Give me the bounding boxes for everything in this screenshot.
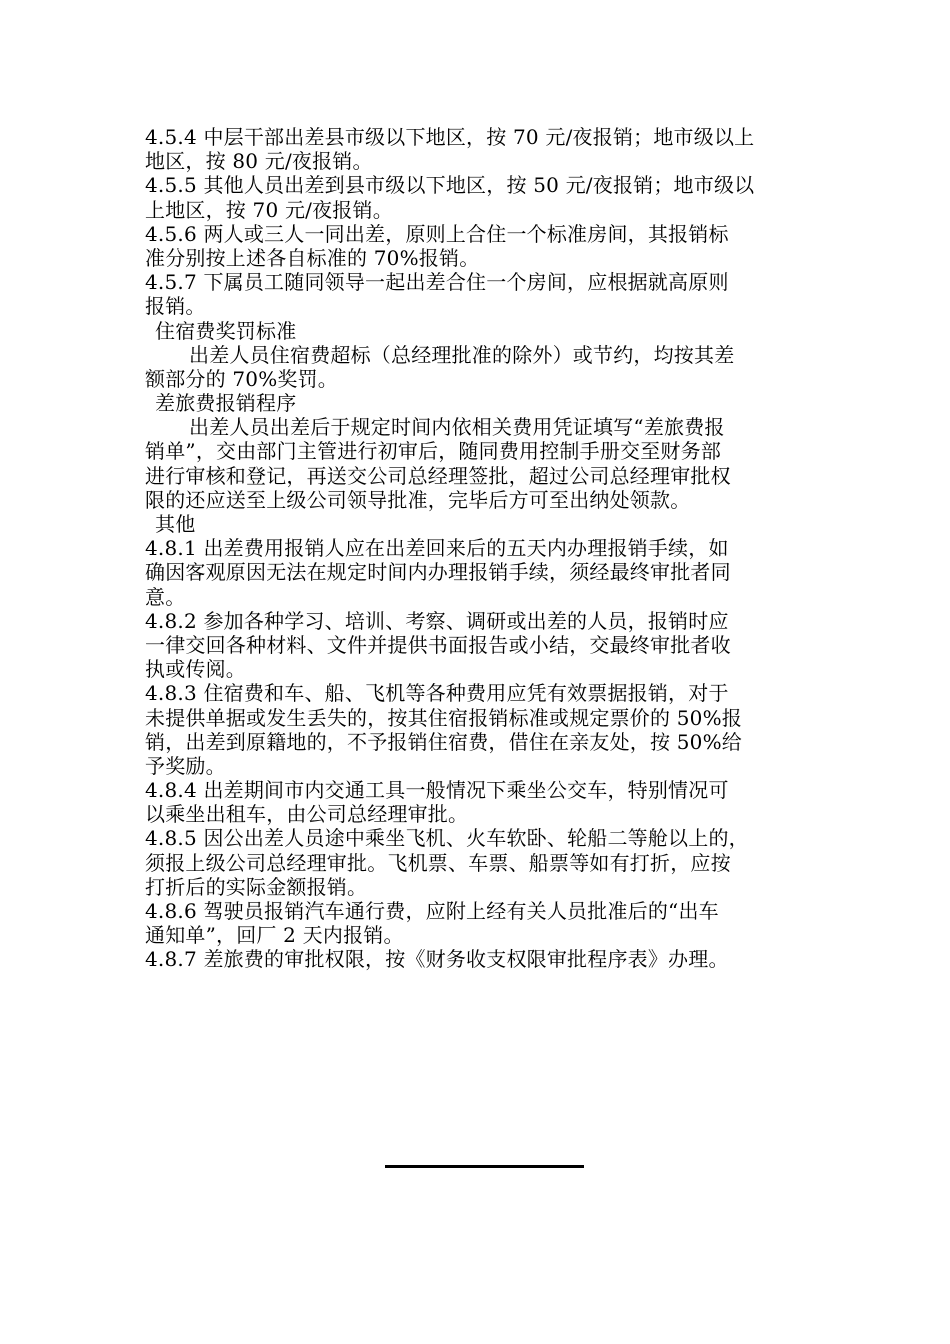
paragraph-first-line: 出差人员住宿费超标（总经理批准的除外）或节约，均按其差 — [189, 342, 735, 367]
paragraph-first-line: 出差人员出差后于规定时间内依相关费用凭证填写“差旅费报 — [189, 415, 725, 440]
text-line: 上地区，按 70 元/夜报销。 — [145, 197, 393, 222]
section-heading: 差旅费报销程序 — [155, 391, 297, 416]
text-line: 4.8.3 住宿费和车、船、飞机等各种费用应凭有效票据报销，对于 — [145, 681, 729, 706]
text-line: 4.8.7 差旅费的审批权限，按《财务收支权限审批程序表》办理。 — [145, 947, 729, 972]
text-line: 一律交回各种材料、文件并提供书面报告或小结，交最终审批者收 — [145, 632, 731, 657]
text-line: 4.8.2 参加各种学习、培训、考察、调研或出差的人员，报销时应 — [145, 608, 729, 633]
text-line: 以乘坐出租车，由公司总经理审批。 — [145, 802, 469, 827]
document-body — [145, 125, 815, 972]
text-line: 销，出差到原籍地的，不予报销住宿费，借住在亲友处，按 50%给 — [145, 729, 743, 754]
section-heading: 住宿费奖罚标准 — [155, 318, 297, 343]
text-line: 4.8.1 出差费用报销人应在出差回来后的五天内办理报销手续，如 — [145, 536, 729, 561]
text-line: 4.5.5 其他人员出差到县市级以下地区，按 50 元/夜报销；地市级以 — [145, 173, 755, 198]
text-line: 准分别按上述各自标准的 70%报销。 — [145, 245, 480, 270]
text-line: 打折后的实际金额报销。 — [145, 874, 368, 899]
text-line: 4.8.4 出差期间市内交通工具一般情况下乘坐公交车，特别情况可 — [145, 778, 729, 803]
text-line: 4.8.5 因公出差人员途中乘坐飞机、火车软卧、轮船二等舱以上的， — [145, 826, 749, 851]
text-line: 4.5.4 中层干部出差县市级以下地区，按 70 元/夜报销；地市级以上 — [145, 125, 755, 149]
text-line: 确因客观原因无法在规定时间内办理报销手续，须经最终审批者同 — [145, 560, 731, 585]
text-line: 4.8.6 驾驶员报销汽车通行费，应附上经有关人员批准后的“出车 — [145, 899, 719, 923]
text-line: 予奖励。 — [145, 753, 226, 778]
text-line: 地区，按 80 元/夜报销。 — [145, 149, 373, 174]
text-line: 意。 — [145, 584, 186, 609]
text-line: 限的还应送至上级公司领导批准，完毕后方可至出纳处领款。 — [145, 487, 691, 512]
text-line: 4.5.7 下属员工随同领导一起出差合住一个房间，应根据就高原则 — [145, 270, 729, 295]
text-line: 进行审核和登记，再送交公司总经理签批，超过公司总经理审批权 — [145, 463, 731, 488]
section-heading: 其他 — [155, 512, 196, 536]
footer-rule — [385, 1165, 584, 1168]
text-line: 报销。 — [145, 294, 206, 319]
text-line: 须报上级公司总经理审批。飞机票、车票、船票等如有打折，应按 — [145, 850, 731, 875]
text-line: 未提供单据或发生丢失的，按其住宿报销标准或规定票价的 50%报 — [145, 705, 743, 730]
text-line: 4.5.6 两人或三人一同出差，原则上合住一个标准房间，其报销标 — [145, 221, 729, 246]
text-line: 通知单”，回厂 2 天内报销。 — [145, 923, 404, 948]
text-line: 销单”，交由部门主管进行初审后，随同费用控制手册交至财务部 — [145, 439, 722, 464]
text-line: 额部分的 70%奖罚。 — [145, 366, 339, 391]
text-line: 执或传阅。 — [145, 657, 246, 682]
